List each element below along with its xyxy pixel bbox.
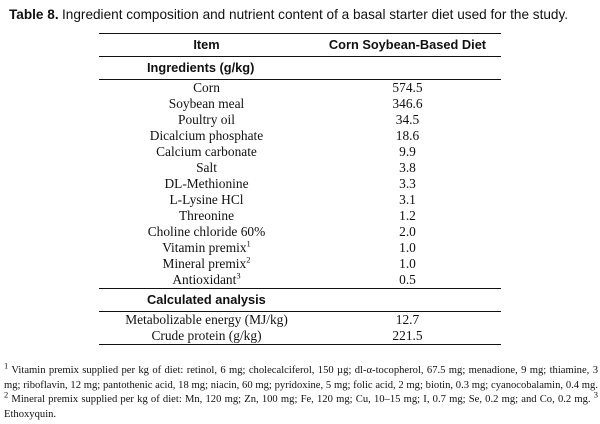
ingredient-value: 34.5 [395, 112, 420, 127]
ingredient-name [99, 208, 314, 224]
ingredient-name-text: Poultry oil [178, 112, 235, 127]
section-empty-cell [314, 289, 501, 312]
table-row [99, 256, 501, 272]
table-row [99, 112, 501, 128]
table-row [99, 240, 501, 256]
ingredient-name-text: Threonine [178, 208, 235, 223]
table-label: Table 8. [9, 7, 59, 22]
table-body [99, 57, 501, 345]
ingredient-name-text: Crude protein (g/kg) [151, 328, 262, 343]
section-title: Ingredients (g/kg) [147, 60, 255, 75]
ingredient-name [99, 96, 314, 112]
header-diet: Corn Soybean-Based Diet [328, 37, 487, 52]
ingredient-value: 1.2 [399, 208, 416, 223]
ingredient-name-text: Vitamin premix [162, 240, 247, 255]
footnote-ref: 3 [236, 270, 241, 281]
ingredient-name [99, 224, 314, 240]
table-row [99, 128, 501, 144]
ingredient-name-text: Metabolizable energy (MJ/kg) [125, 312, 288, 327]
section-row [99, 57, 501, 80]
ingredient-name [99, 80, 314, 97]
table-row [99, 160, 501, 176]
ingredient-name [99, 160, 314, 176]
table-row [99, 96, 501, 112]
ingredient-name-text: Antioxidant [172, 272, 237, 287]
ingredient-name-text: Choline chloride 60% [147, 224, 266, 239]
table-row [99, 192, 501, 208]
table-footnotes [4, 360, 598, 422]
ingredient-name [99, 176, 314, 192]
table-row [99, 208, 501, 224]
footnote-marker-1: 1 [4, 360, 9, 371]
ingredient-value: 574.5 [392, 80, 423, 95]
ingredient-value: 3.1 [399, 192, 416, 207]
table-caption [9, 6, 599, 23]
ingredient-value: 0.5 [399, 272, 416, 287]
table-row [99, 328, 501, 345]
table-row [99, 80, 501, 97]
footnote-1: Vitamin premix supplied per kg of diet: retinol, 6 mg; cholecalciferol, 150 µg; dl-α-tocopherol, 67.5 mg; menadione, 9 mg; thiamine, 3 mg; riboflavin, 12 mg; pantothenic acid, 18 mg; niacin, 60 mg; pyridoxine, 5 mg; folic acid, 2 mg; biotin, 0.3 mg; cyanocobalamin, 0.4 mg. [4, 365, 598, 391]
ingredient-name [99, 192, 314, 208]
ingredient-name-text: Mineral premix [162, 256, 247, 271]
section-title: Calculated analysis [147, 292, 266, 307]
ingredient-name-text: Soybean meal [168, 96, 245, 111]
table-row [99, 144, 501, 160]
ingredient-name-text: Calcium carbonate [156, 144, 257, 159]
footnote-ref: 2 [246, 254, 251, 265]
ingredient-value: 3.8 [399, 160, 416, 175]
ingredient-name [99, 272, 314, 289]
table-header-row [99, 34, 501, 57]
footnote-marker-3: 3 [593, 389, 598, 400]
ingredient-value: 2.0 [399, 224, 416, 239]
ingredient-name-text: Corn [193, 80, 220, 95]
ingredient-value: 346.6 [392, 96, 423, 111]
header-item: Item [193, 37, 220, 52]
ingredient-value: 9.9 [399, 144, 416, 159]
ingredient-value: 3.3 [399, 176, 416, 191]
ingredient-name [99, 312, 314, 329]
diet-table [99, 33, 501, 345]
footnote-ref: 1 [246, 238, 251, 249]
table-row [99, 176, 501, 192]
ingredient-value: 18.6 [395, 128, 420, 143]
ingredient-name-text: DL-Methionine [164, 176, 249, 191]
section-empty-cell [314, 57, 501, 80]
table-row [99, 224, 501, 240]
ingredient-name [99, 128, 314, 144]
ingredient-value: 1.0 [399, 240, 416, 255]
table-caption-text: Ingredient composition and nutrient content of a basal starter diet used for the study. [62, 7, 569, 22]
ingredient-name-text: Salt [196, 160, 217, 175]
footnote-2: Mineral premix supplied per kg of diet: Mn, 120 mg; Zn, 100 mg; Fe, 120 mg; Cu, 10–15 mg; I, 0.7 mg; Se, 0.2 mg; and Co, 0.2 mg. [8, 394, 594, 405]
ingredient-value: 1.0 [399, 256, 416, 271]
ingredient-value: 12.7 [395, 312, 420, 327]
table-row [99, 312, 501, 329]
ingredient-name [99, 112, 314, 128]
footnote-marker-2: 2 [4, 389, 9, 400]
footnote-3: Ethoxyquin. [4, 408, 57, 420]
ingredient-name [99, 328, 314, 345]
ingredient-name-text: L-Lysine HCl [169, 192, 244, 207]
ingredient-name [99, 240, 314, 256]
ingredient-value: 221.5 [392, 328, 423, 343]
section-row [99, 289, 501, 312]
ingredient-name-text: Dicalcium phosphate [149, 128, 264, 143]
table-row [99, 272, 501, 289]
ingredient-name [99, 144, 314, 160]
ingredient-name [99, 256, 314, 272]
